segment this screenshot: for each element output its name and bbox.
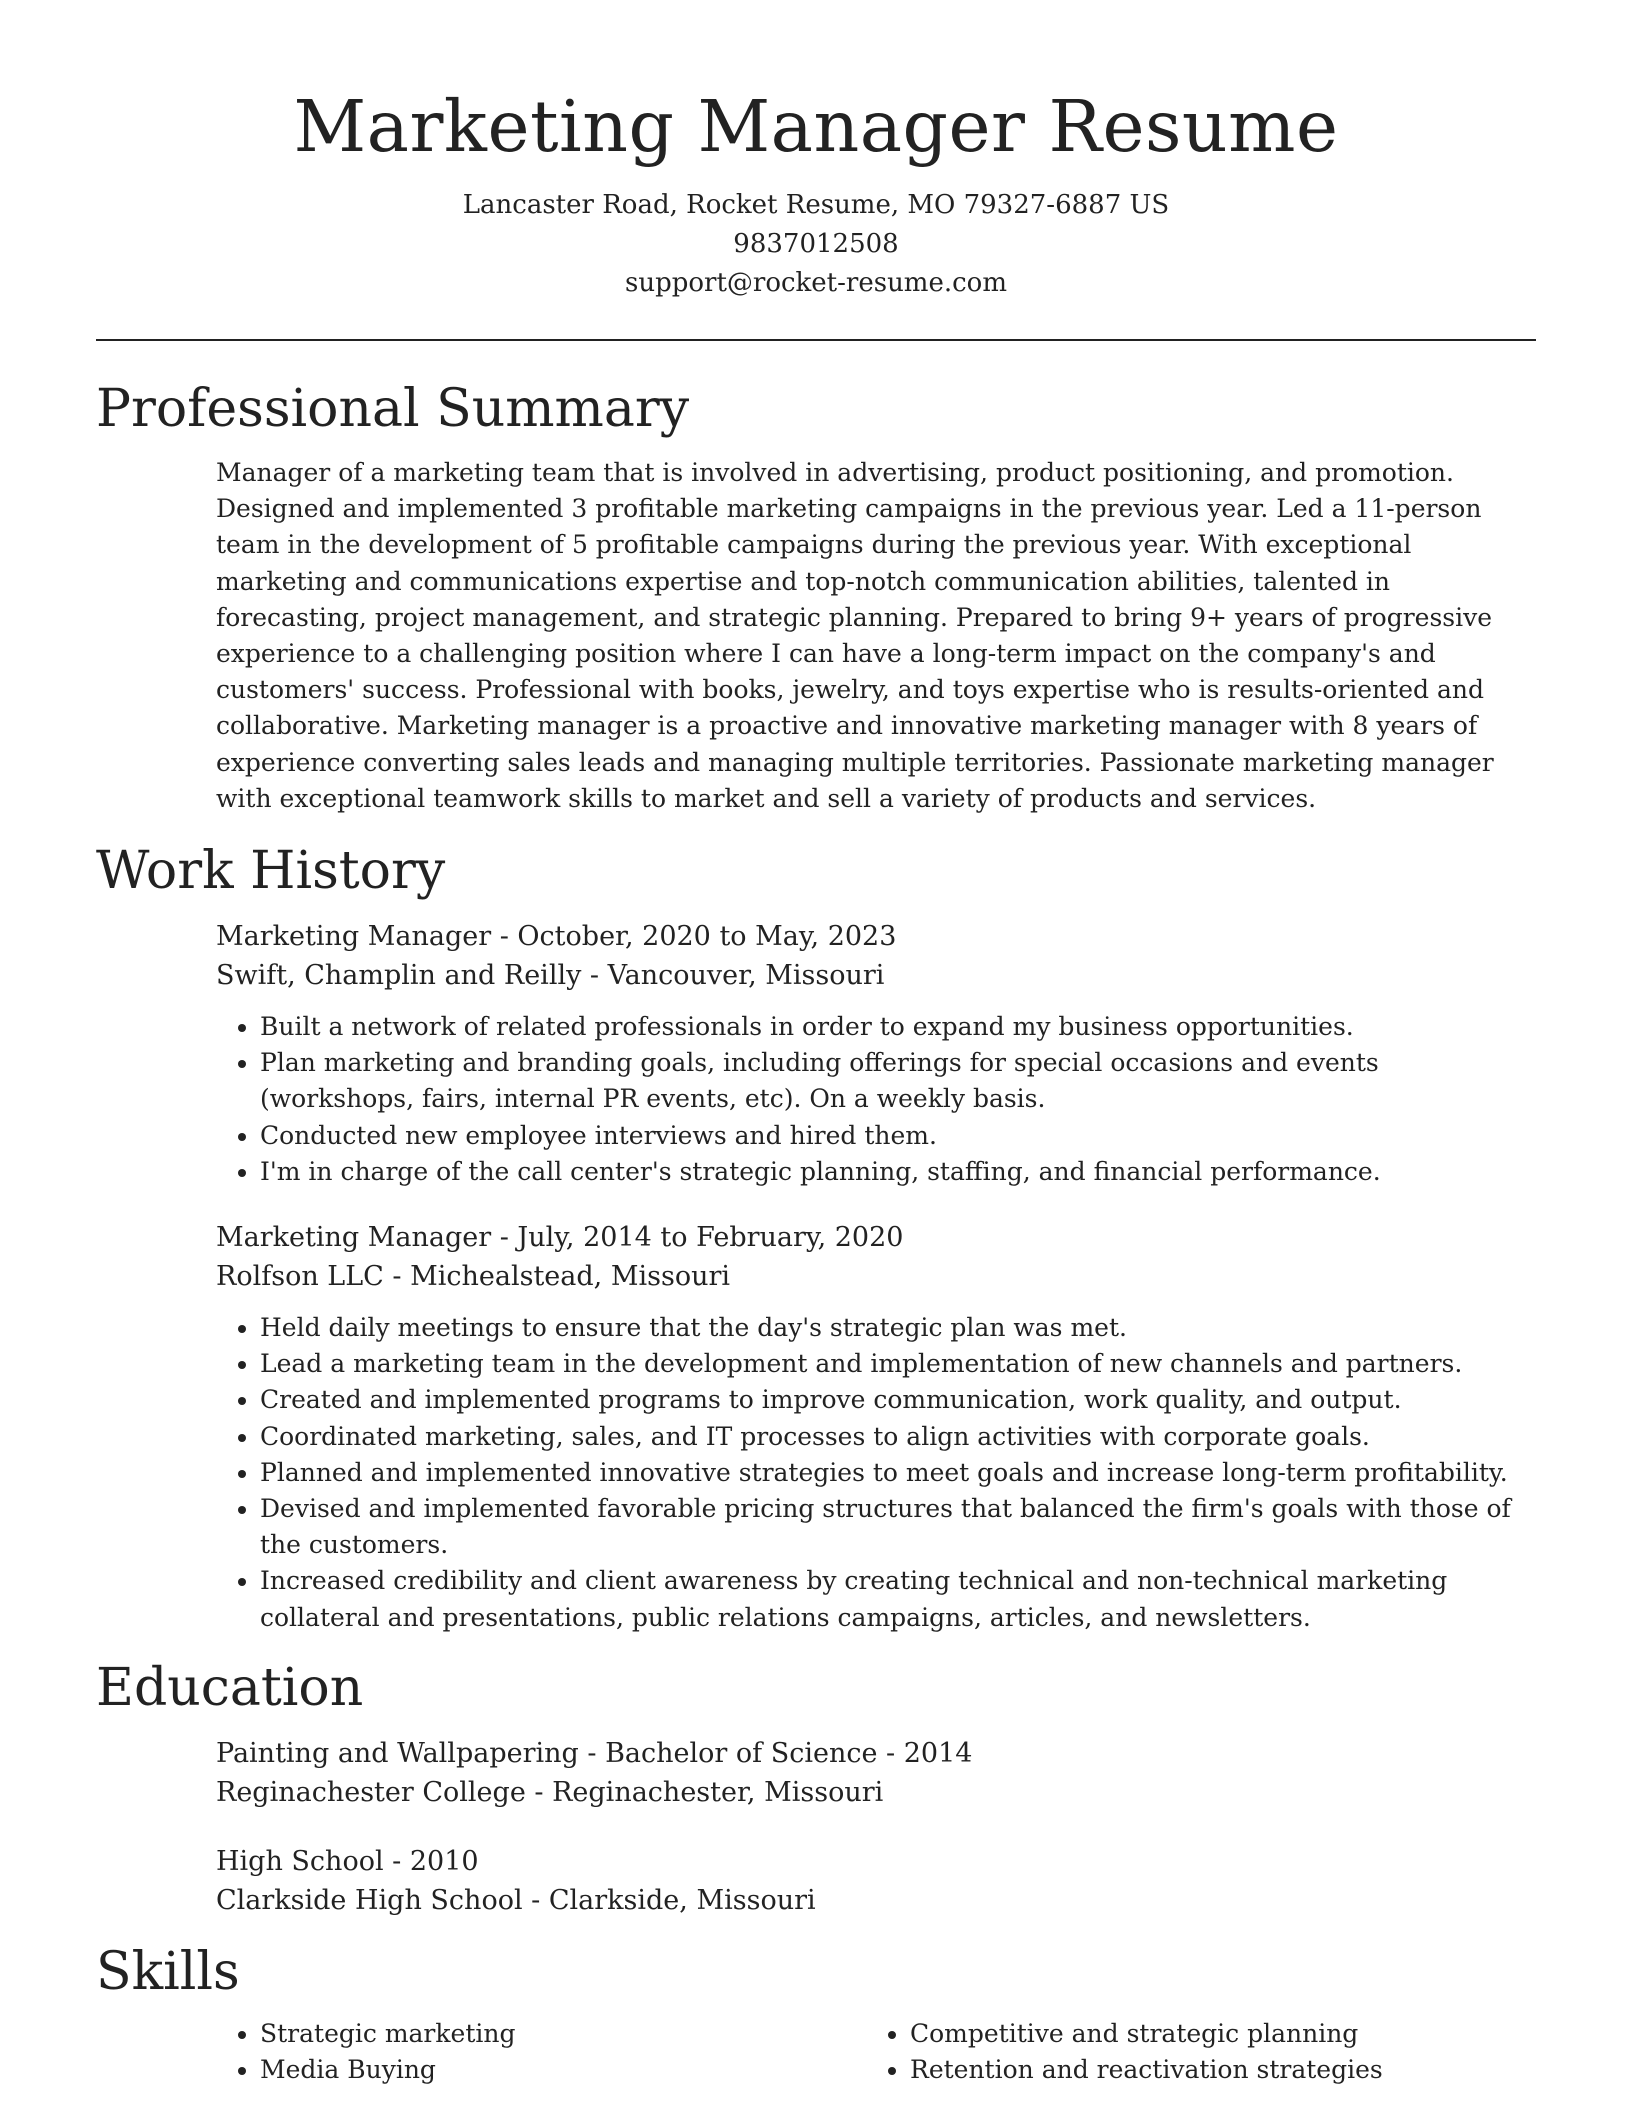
job-bullet: • Created and implemented programs to improve communication, work quality, and output.	[260, 1382, 1536, 1418]
summary-heading: Professional Summary	[96, 379, 690, 439]
job-bullet: • Increased credibility and client awareness by creating technical and non-technical marketing collateral and presentations, public relations campaigns, articles, and newsletters.	[260, 1563, 1536, 1635]
education-entry	[216, 1734, 1536, 1812]
skill-item: • Retention and reactivation strategies	[910, 2052, 1516, 2088]
work-history-heading: Work History	[96, 841, 446, 902]
job-bullet-list	[216, 1009, 1536, 1190]
skill-item: • Media Buying	[260, 2052, 866, 2088]
job-title-line: Marketing Manager - July, 2014 to February, 2020	[216, 1222, 904, 1254]
job-entry	[216, 1218, 1536, 1636]
education-degree-line: Painting and Wallpapering - Bachelor of Science - 2014	[216, 1737, 973, 1769]
job-bullet: • Devised and implemented favorable pricing structures that balanced the firm's goals with those of the customers.	[260, 1491, 1536, 1563]
job-company-line: Rolfson LLC - Michealstead, Missouri	[216, 1261, 731, 1293]
skills-list-left	[216, 2016, 866, 2088]
resume-header	[96, 0, 1536, 303]
education-degree-line: High School - 2010	[216, 1845, 479, 1877]
resume-title: Marketing Manager Resume	[293, 85, 1339, 168]
job-bullet: • I'm in charge of the call center's strategic planning, staffing, and financial performance.	[260, 1154, 1536, 1190]
job-bullet: • Coordinated marketing, sales, and IT processes to align activities with corporate goals.	[260, 1419, 1536, 1455]
job-bullet: • Lead a marketing team in the development and implementation of new channels and partners.	[260, 1346, 1536, 1382]
contact-block	[96, 186, 1536, 303]
skill-item: • Strategic marketing	[260, 2016, 866, 2052]
education-body	[216, 1734, 1536, 1920]
job-bullet: • Plan marketing and branding goals, including offerings for special occasions and events (workshops, fairs, internal PR events, etc). On a weekly basis.	[260, 1045, 1536, 1117]
skills-heading: Skills	[96, 1941, 240, 2002]
job-title-line: Marketing Manager - October, 2020 to May, 2023	[216, 921, 897, 953]
contact-email: support@rocket-resume.com	[624, 268, 1007, 298]
job-bullet: • Built a network of related professionals in order to expand my business opportunities.	[260, 1009, 1536, 1045]
skills-section	[96, 1940, 1536, 2088]
job-company-line: Swift, Champlin and Reilly - Vancouver, Missouri	[216, 960, 885, 992]
skills-body	[216, 2016, 1536, 2088]
skills-grid	[216, 2016, 1536, 2088]
contact-address: Lancaster Road, Rocket Resume, MO 79327-6887 US	[462, 190, 1170, 220]
header-divider	[96, 339, 1536, 341]
education-school-line: Clarkside High School - Clarkside, Missouri	[216, 1884, 816, 1916]
education-entry	[216, 1842, 1536, 1920]
job-bullet: • Held daily meetings to ensure that the day's strategic plan was met.	[260, 1310, 1536, 1346]
education-school-line: Reginachester College - Reginachester, Missouri	[216, 1776, 884, 1808]
work-history-section	[96, 839, 1536, 1636]
work-history-body	[216, 917, 1536, 1636]
contact-phone: 9837012508	[733, 229, 899, 259]
resume-page	[96, 0, 1536, 2088]
summary-text: Manager of a marketing team that is involved in advertising, product positioning, and promotion. Designed and implemented 3 profitable marketing campaigns in the previous year. Led a 11-person team in the development of 5 profitable campaigns during the previous year. With exceptional marketing and communications expertise and top-notch communication abilities, talented in forecasting, project management, and strategic planning. Prepared to bring 9+ years of progressive experience to a challenging position where I can have a long-term impact on the company's and customers' success. Professional with books, jewelry, and toys expertise who is results-oriented and collaborative. Marketing manager is a proactive and innovative marketing manager with 8 years of experience converting sales leads and managing multiple territories. Passionate marketing manager with exceptional teamwork skills to market and sell a variety of products and services.	[216, 458, 1494, 813]
job-bullet: • Conducted new employee interviews and hired them.	[260, 1118, 1536, 1154]
education-heading: Education	[96, 1657, 364, 1718]
education-section	[96, 1656, 1536, 1920]
job-bullet-list	[216, 1310, 1536, 1636]
job-bullet: • Planned and implemented innovative strategies to meet goals and increase long-term profitability.	[260, 1455, 1536, 1491]
skills-list-right	[866, 2016, 1516, 2088]
summary-section	[96, 377, 1536, 817]
job-entry	[216, 917, 1536, 1190]
skill-item: • Competitive and strategic planning	[910, 2016, 1516, 2052]
